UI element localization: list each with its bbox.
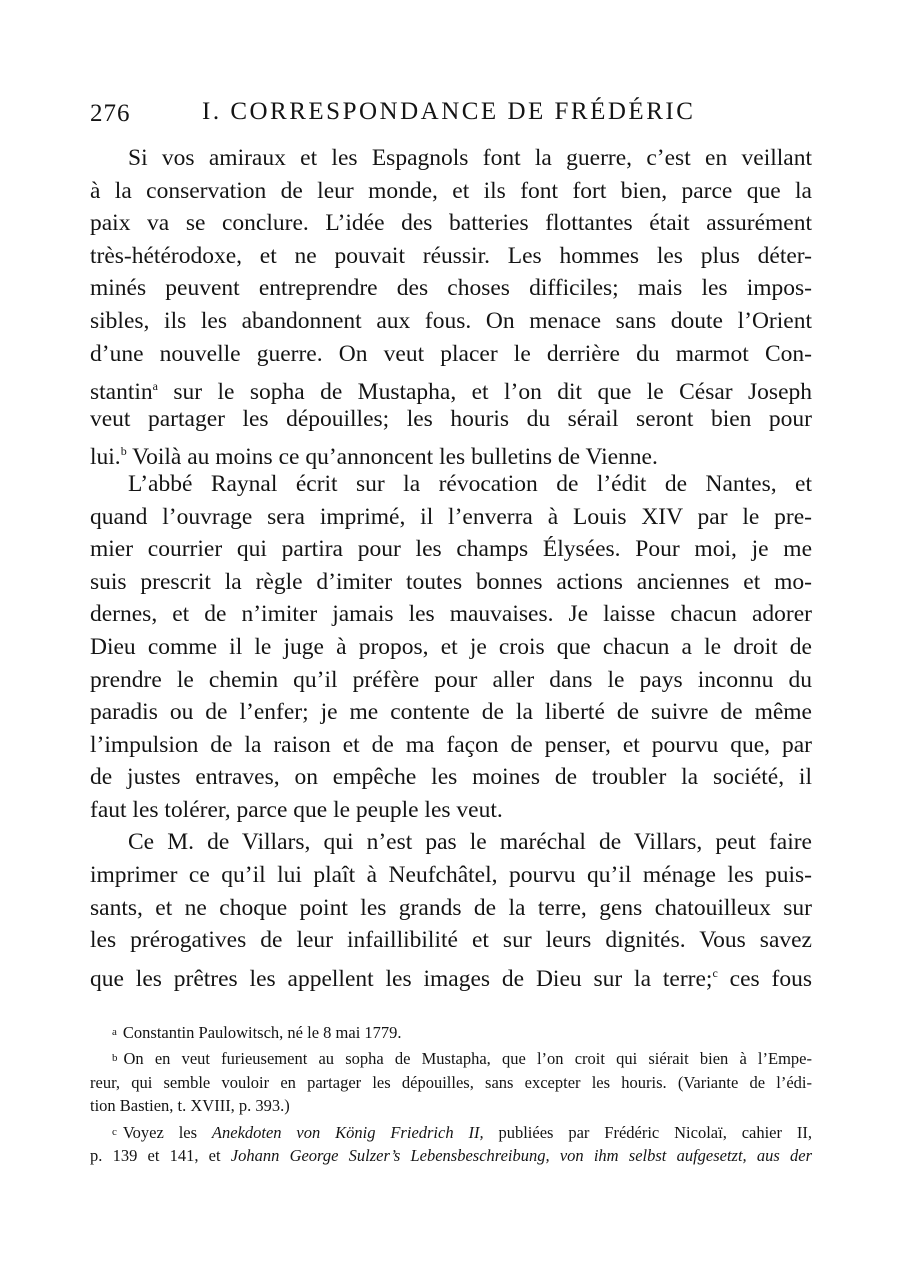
main-text bbox=[90, 142, 812, 992]
text-segment: stantin bbox=[90, 379, 153, 406]
text-line: imprimer ce qu’il lui plaît à Neufchâtel, pourvu qu’il ménage les puis- bbox=[90, 862, 812, 889]
text-line: à la conservation de leur monde, et ils font fort bien, parce que la bbox=[90, 177, 812, 204]
footnote-c-line bbox=[90, 1144, 812, 1167]
footnote-italic-title: Johann George Sulzer’s Lebensbeschreibung, von ihm selbst aufgesetzt, aus der bbox=[230, 1145, 812, 1165]
footnote-text: Voyez les bbox=[122, 1122, 212, 1142]
footnote-ref-c: c bbox=[712, 965, 718, 980]
text-line: Ce M. de Villars, qui n’est pas le maréchal de Villars, peut faire bbox=[128, 829, 812, 856]
text-line bbox=[90, 370, 812, 406]
text-line: très-hétérodoxe, et ne pouvait réussir. Les hommes les plus déter- bbox=[90, 242, 812, 269]
footnote-marker: c bbox=[112, 1125, 117, 1138]
footnote-italic-title: Anekdoten von König Friedrich II, bbox=[211, 1122, 484, 1142]
footnote-marker: b bbox=[112, 1052, 118, 1065]
text-line: paix va se conclure. L’idée des batteries flottantes était assurément bbox=[90, 210, 812, 237]
text-line: sants, et ne choque point les grands de la terre, gens chatouilleux sur bbox=[90, 894, 812, 921]
text-line: quand l’ouvrage sera imprimé, il l’enverra à Louis XIV par le pre- bbox=[90, 503, 812, 530]
text-line: sibles, ils les abandonnent aux fous. On menace sans doute l’Orient bbox=[90, 307, 812, 334]
text-line: Dieu comme il le juge à propos, et je crois que chacun a le droit de bbox=[90, 633, 812, 660]
running-title: I. CORRESPONDANCE DE FRÉDÉRIC bbox=[202, 98, 696, 125]
footnote-text: p. 139 et 141, et bbox=[90, 1145, 231, 1165]
footnote-text: On en veut furieusement au sopha de Mustapha, que l’on croit qui siérait bien à l’Empe- bbox=[123, 1049, 812, 1069]
footnote-ref-a: a bbox=[152, 379, 158, 394]
text-line: L’abbé Raynal écrit sur la révocation de l’édit de Nantes, et bbox=[128, 470, 812, 497]
footnote-a bbox=[90, 1021, 812, 1044]
text-line: dernes, et de n’imiter jamais les mauvaises. Je laisse chacun adorer bbox=[90, 601, 812, 628]
text-line bbox=[90, 957, 812, 990]
text-segment: que les prêtres les appellent les images de Dieu sur la terre; bbox=[90, 965, 713, 992]
footnote-b bbox=[90, 1047, 812, 1070]
text-line: veut partager les dépouilles; les houris du sérail seront bien pour bbox=[90, 405, 812, 432]
footnote-ref-b: b bbox=[120, 444, 127, 459]
text-line: d’une nouvelle guerre. On veut placer le derrière du marmot Con- bbox=[90, 340, 812, 367]
footnote-b-line: reur, qui semble vouloir en partager les dépouilles, sans excepter les houris. (Variante de l’édi- bbox=[90, 1072, 812, 1092]
text-line: mier courrier qui partira pour les champs Élysées. Pour moi, je me bbox=[90, 536, 812, 563]
footnote-c bbox=[90, 1121, 812, 1144]
text-line: de justes entraves, on empêche les moines de troubler la société, il bbox=[90, 764, 812, 791]
text-line: suis prescrit la règle d’imiter toutes bonnes actions anciennes et mo- bbox=[90, 568, 812, 595]
footnote-marker: a bbox=[112, 1026, 117, 1038]
footnote-text: publiées par Frédéric Nicolaï, cahier II, bbox=[483, 1122, 812, 1142]
footnote-b-line: tion Bastien, t. XVIII, p. 393.) bbox=[90, 1096, 290, 1116]
running-header bbox=[90, 98, 810, 134]
page-number: 276 bbox=[90, 100, 131, 127]
text-segment: Voilà au moins ce qu’annoncent les bulletins de Vienne. bbox=[126, 444, 658, 471]
text-segment: lui. bbox=[90, 444, 121, 471]
text-line: prendre le chemin qu’il préfère pour aller dans le pays inconnu du bbox=[90, 666, 812, 693]
text-line: les prérogatives de leur infaillibilité et sur leurs dignités. Vous savez bbox=[90, 927, 812, 954]
text-line: Si vos amiraux et les Espagnols font la guerre, c’est en veillant bbox=[128, 145, 812, 171]
text-line: l’impulsion de la raison et de ma façon de penser, et pourvu que, par bbox=[90, 731, 812, 758]
text-segment: ces fous bbox=[717, 965, 812, 992]
footnotes bbox=[90, 1021, 812, 1167]
text-segment: sur le sopha de Mustapha, et l’on dit que le César Joseph bbox=[158, 379, 812, 406]
text-line: paradis ou de l’enfer; je me contente de la liberté de suivre de même bbox=[90, 699, 812, 726]
text-line: faut les tolérer, parce que le peuple les veut. bbox=[90, 796, 503, 823]
text-line bbox=[90, 435, 812, 471]
footnote-text: Constantin Paulowitsch, né le 8 mai 1779. bbox=[122, 1023, 402, 1042]
text-line: minés peuvent entreprendre des choses difficiles; mais les impos- bbox=[90, 275, 812, 302]
